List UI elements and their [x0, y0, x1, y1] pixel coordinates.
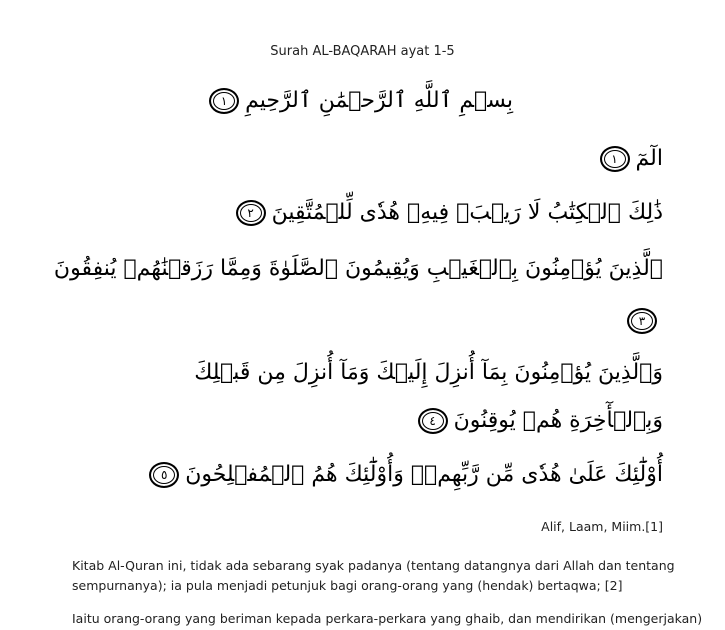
ayah-4-line-2: [412, 408, 663, 434]
ayah-number-marker: ٣: [627, 308, 657, 334]
ayah-4-text-1: وَٱلَّذِينَ يُؤۡمِنُونَ بِمَآ أُنزِلَ إِلَيۡكَ وَمَآ أُنزِلَ مِن قَبۡلِكَ: [194, 360, 663, 385]
translation-3-line-1: Iaitu orang-orang yang beriman kepada perkara-perkara yang ghaib, dan mendirikan (mengerjakan): [72, 611, 703, 626]
basmala-line: [203, 88, 513, 114]
ayah-2-text: ذَٰلِكَ ٱلۡكِتَٰبُ لَا رَيۡبَۛ فِيهِۛ هُدٗى لِّلۡمُتَّقِينَ: [271, 200, 663, 225]
ayah-1-line: [594, 146, 663, 172]
ayah-number-marker: ١: [600, 146, 630, 172]
ayah-3-text: ٱلَّذِينَ يُؤۡمِنُونَ بِٱلۡغَيۡبِ وَيُقِيمُونَ ٱلصَّلَوٰةَ وَمِمَّا رَزَقۡنَٰهُمۡ يُنفِقُونَ: [53, 256, 663, 281]
ayah-number-marker: ١: [209, 88, 239, 114]
ayah-2-line: [230, 200, 663, 226]
ayah-1-text: الٓمٓ: [635, 146, 663, 171]
page-title: Surah AL-BAQARAH ayat 1-5: [270, 44, 455, 59]
ayah-4-line-1: [194, 360, 663, 385]
ayah-number-marker: ٥: [149, 462, 179, 488]
ayah-3-line: [54, 256, 663, 281]
basmala-text: بِسۡمِ ٱللَّهِ ٱلرَّحۡمَٰنِ ٱلرَّحِيمِ: [245, 88, 513, 113]
ayah-number-marker: ٤: [418, 408, 448, 434]
ayah-3-number-line: [621, 308, 663, 334]
translation-2-line-2: sempurnanya); ia pula menjadi petunjuk bagi orang-orang yang (hendak) bertaqwa; [2]: [72, 578, 623, 593]
translation-2-line-1: Kitab Al-Quran ini, tidak ada sebarang syak padanya (tentang datangnya dari Allah dan tentang: [72, 558, 675, 573]
translation-1: Alif, Laam, Miim.[1]: [541, 519, 663, 534]
ayah-5-text: أُوْلَٰٓئِكَ عَلَىٰ هُدٗى مِّن رَّبِّهِمۡۖ وَأُوْلَٰٓئِكَ هُمُ ٱلۡمُفۡلِحُونَ: [185, 462, 663, 487]
ayah-4-text-2: وَبِٱلۡأٓخِرَةِ هُمۡ يُوقِنُونَ: [453, 408, 663, 433]
ayah-number-marker: ٢: [236, 200, 266, 226]
ayah-5-line: [143, 462, 663, 488]
